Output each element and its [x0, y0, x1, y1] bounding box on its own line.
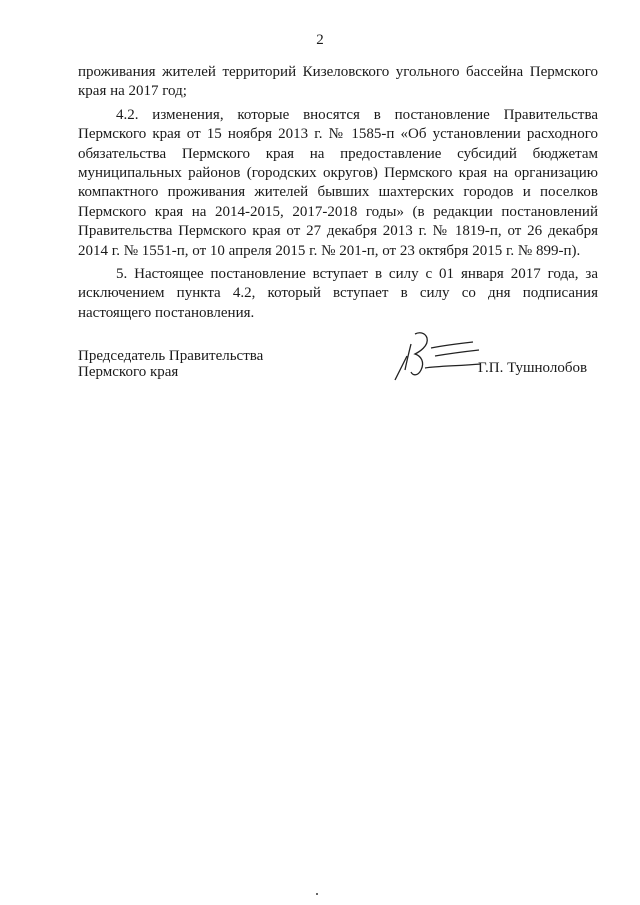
signatory-title-line2: Пермского края	[78, 364, 179, 380]
scan-speck	[316, 893, 318, 895]
paragraph-4-2: 4.2. изменения, которые вносятся в постановление Правительства Пермского края от 15 ноября 2013 г. № 1585-п «Об установлении расходного обязательства Пермского края на предоставление субсидий бюджетам муниципальных районов (городских округов) Пермского края на организацию компактного проживания жителей бывших шахтерских городов и поселков Пермского края на 2014-2015, 2017-2018 годы» (в редакции постановлений Правительства Пермского края от 27 декабря 2013 г. № 1819-п, от 26 декабря 2014 г. № 1551-п, от 10 апреля 2015 г. № 201-п, от 23 октября 2015 г. № 899-п).	[78, 106, 598, 259]
handwritten-signature	[385, 326, 485, 384]
paragraph-5: 5. Настоящее постановление вступает в силу с 01 января 2017 года, за исключением пункта 4.2, который вступает в силу со дня подписания настоящего постановления.	[78, 266, 598, 321]
document-body	[78, 63, 598, 323]
signer-name: Г.П. Тушнолобов	[478, 360, 588, 376]
paragraph-continuation: проживания жителей территорий Кизеловского угольного бассейна Пермского края на 2017 год;	[78, 64, 598, 100]
signatory-title	[78, 348, 263, 380]
signatory-title-line1: Председатель Правительства	[78, 348, 264, 364]
page-number: 2	[316, 32, 324, 48]
